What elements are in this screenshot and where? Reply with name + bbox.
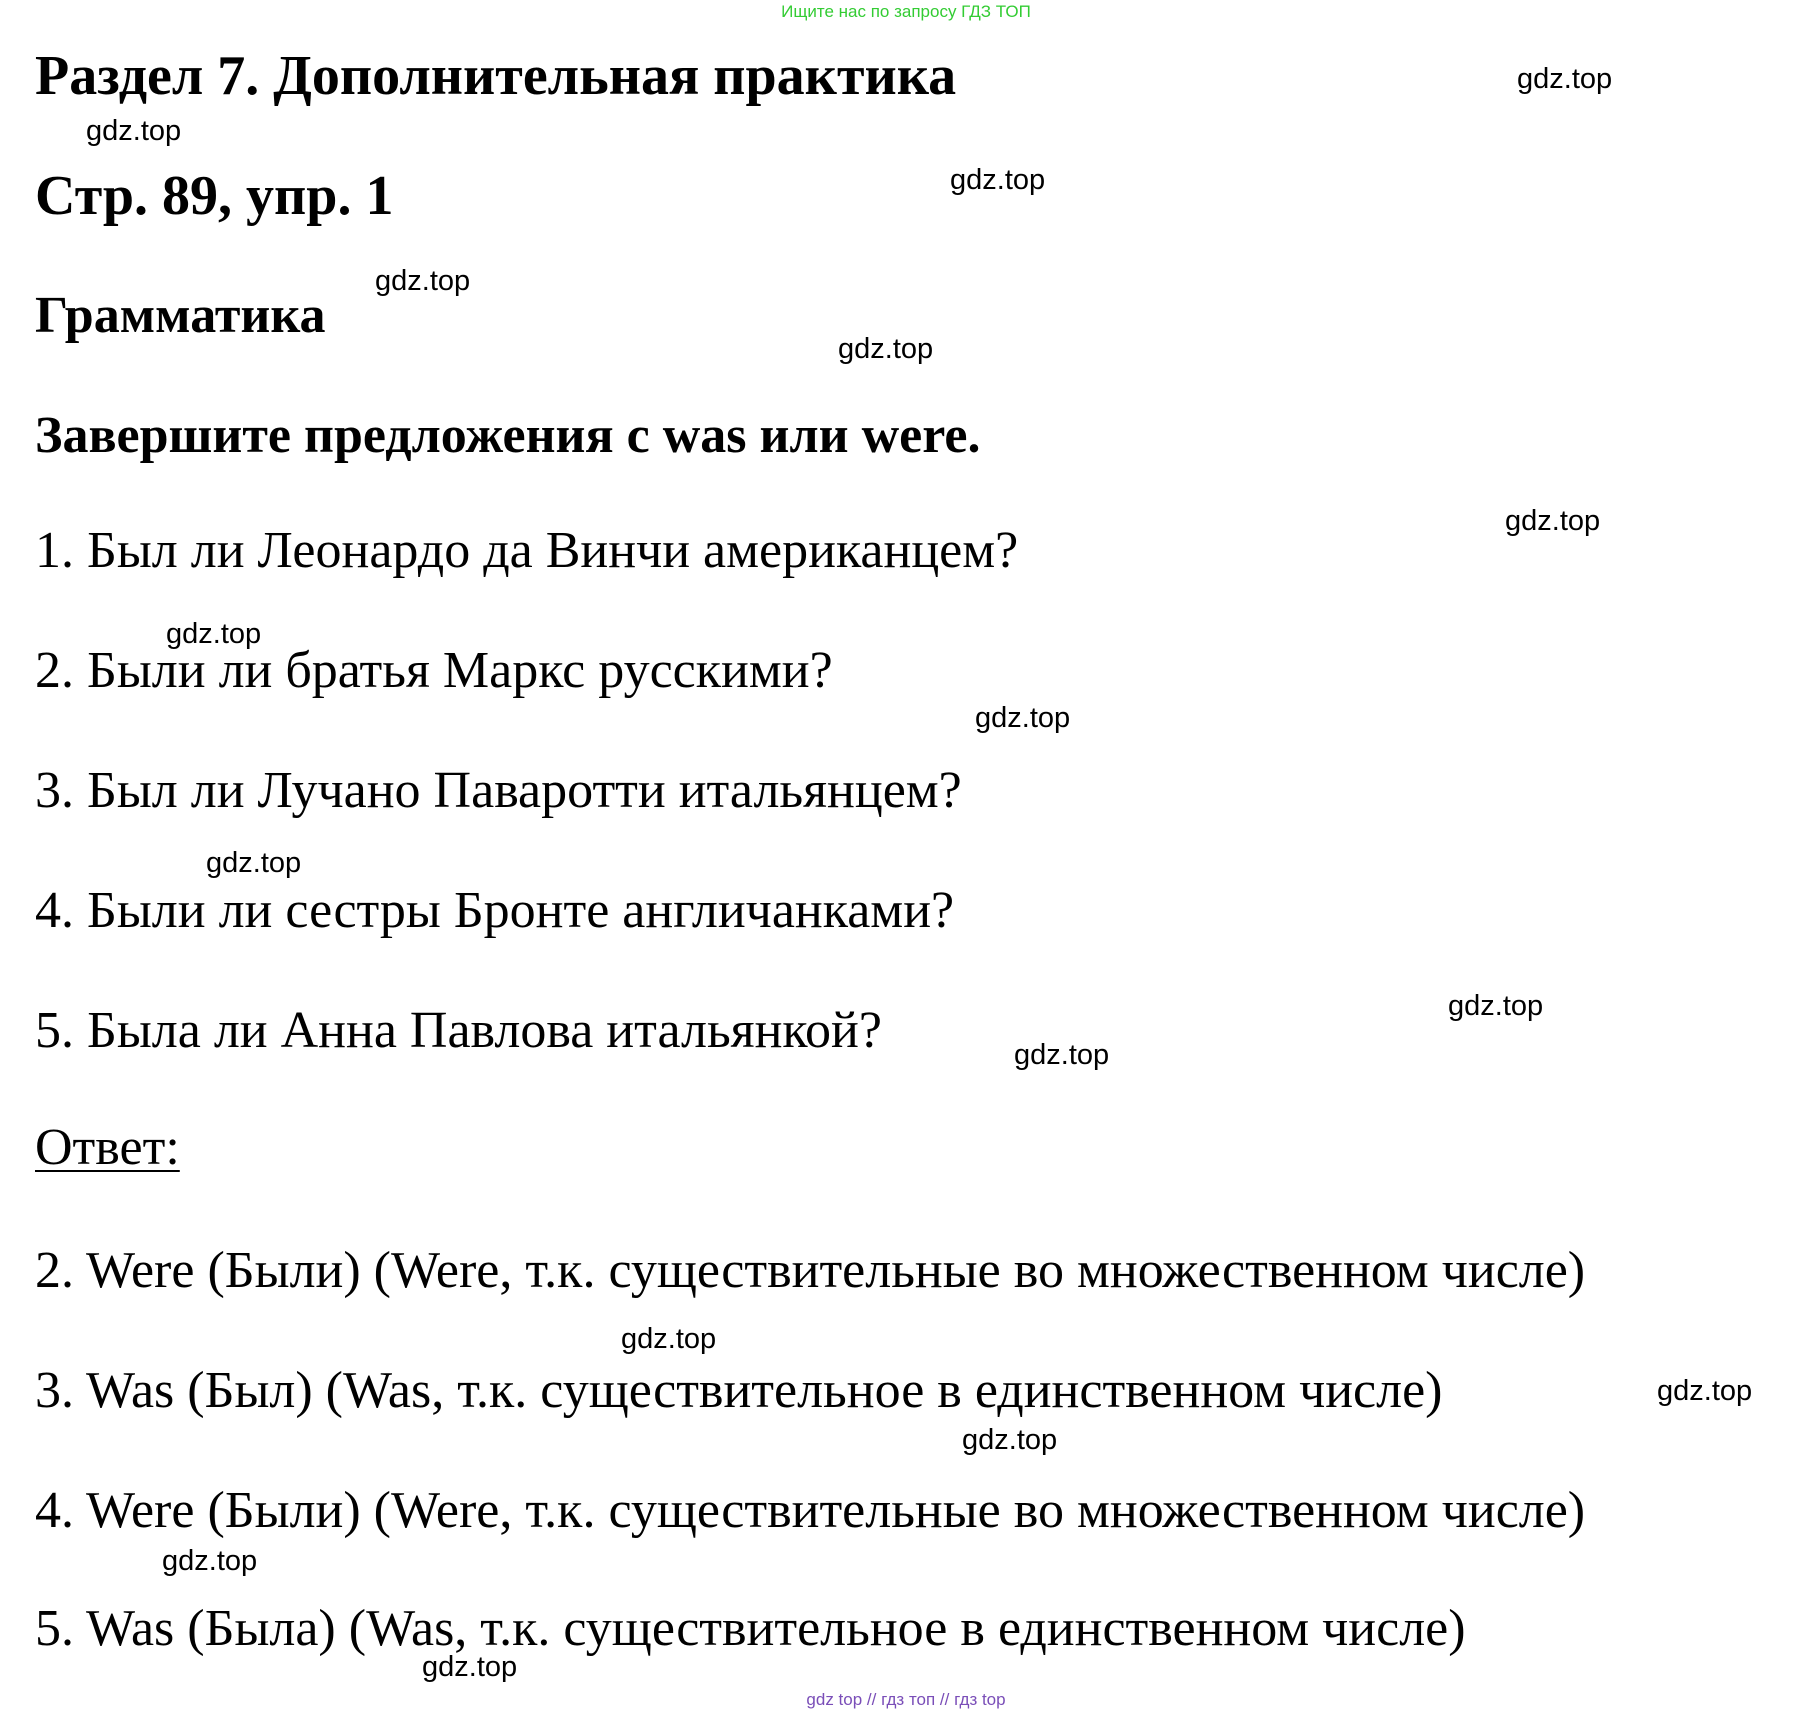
section-title: Раздел 7. Дополнительная практика	[35, 45, 957, 107]
watermark: gdz.top	[162, 1545, 258, 1577]
question-item: 4. Были ли сестры Бронте англичанками?	[35, 882, 955, 939]
watermark: gdz.top	[166, 618, 262, 650]
watermark: gdz.top	[206, 847, 302, 879]
answer-item: 4. Were (Были) (Were, т.к. существительные во множественном числе)	[35, 1482, 1586, 1539]
top-banner[interactable]: Ищите нас по запросу ГДЗ ТОП	[781, 2, 1031, 21]
watermark: gdz.top	[1657, 1375, 1753, 1407]
page-reference: Стр. 89, упр. 1	[35, 165, 394, 227]
watermark: gdz.top	[950, 164, 1046, 196]
watermark: gdz.top	[975, 702, 1071, 734]
watermark: gdz.top	[1448, 990, 1544, 1022]
question-item: 2. Были ли братья Маркс русскими?	[35, 642, 833, 699]
answer-label: Ответ:	[35, 1119, 180, 1176]
question-item: 5. Была ли Анна Павлова итальянкой?	[35, 1002, 882, 1059]
watermark: gdz.top	[1505, 505, 1601, 537]
instruction-text: Завершите предложения с was или were.	[35, 407, 981, 464]
question-item: 1. Был ли Леонардо да Винчи американцем?	[35, 522, 1019, 579]
watermark: gdz.top	[1014, 1039, 1110, 1071]
watermark: gdz.top	[962, 1424, 1058, 1456]
watermark: gdz.top	[86, 115, 182, 147]
answer-item: 5. Was (Была) (Was, т.к. существительное в единственном числе)	[35, 1600, 1466, 1657]
watermark: gdz.top	[422, 1651, 518, 1683]
bottom-banner[interactable]: gdz top // гдз топ // гдз top	[806, 1690, 1006, 1709]
category-heading: Грамматика	[35, 287, 326, 344]
watermark: gdz.top	[375, 265, 471, 297]
answer-item: 2. Were (Были) (Were, т.к. существительные во множественном числе)	[35, 1242, 1586, 1299]
question-item: 3. Был ли Лучано Паваротти итальянцем?	[35, 762, 962, 819]
watermark: gdz.top	[1517, 63, 1613, 95]
answer-item: 3. Was (Был) (Was, т.к. существительное в единственном числе)	[35, 1362, 1443, 1419]
watermark: gdz.top	[621, 1323, 717, 1355]
watermark: gdz.top	[838, 333, 934, 365]
